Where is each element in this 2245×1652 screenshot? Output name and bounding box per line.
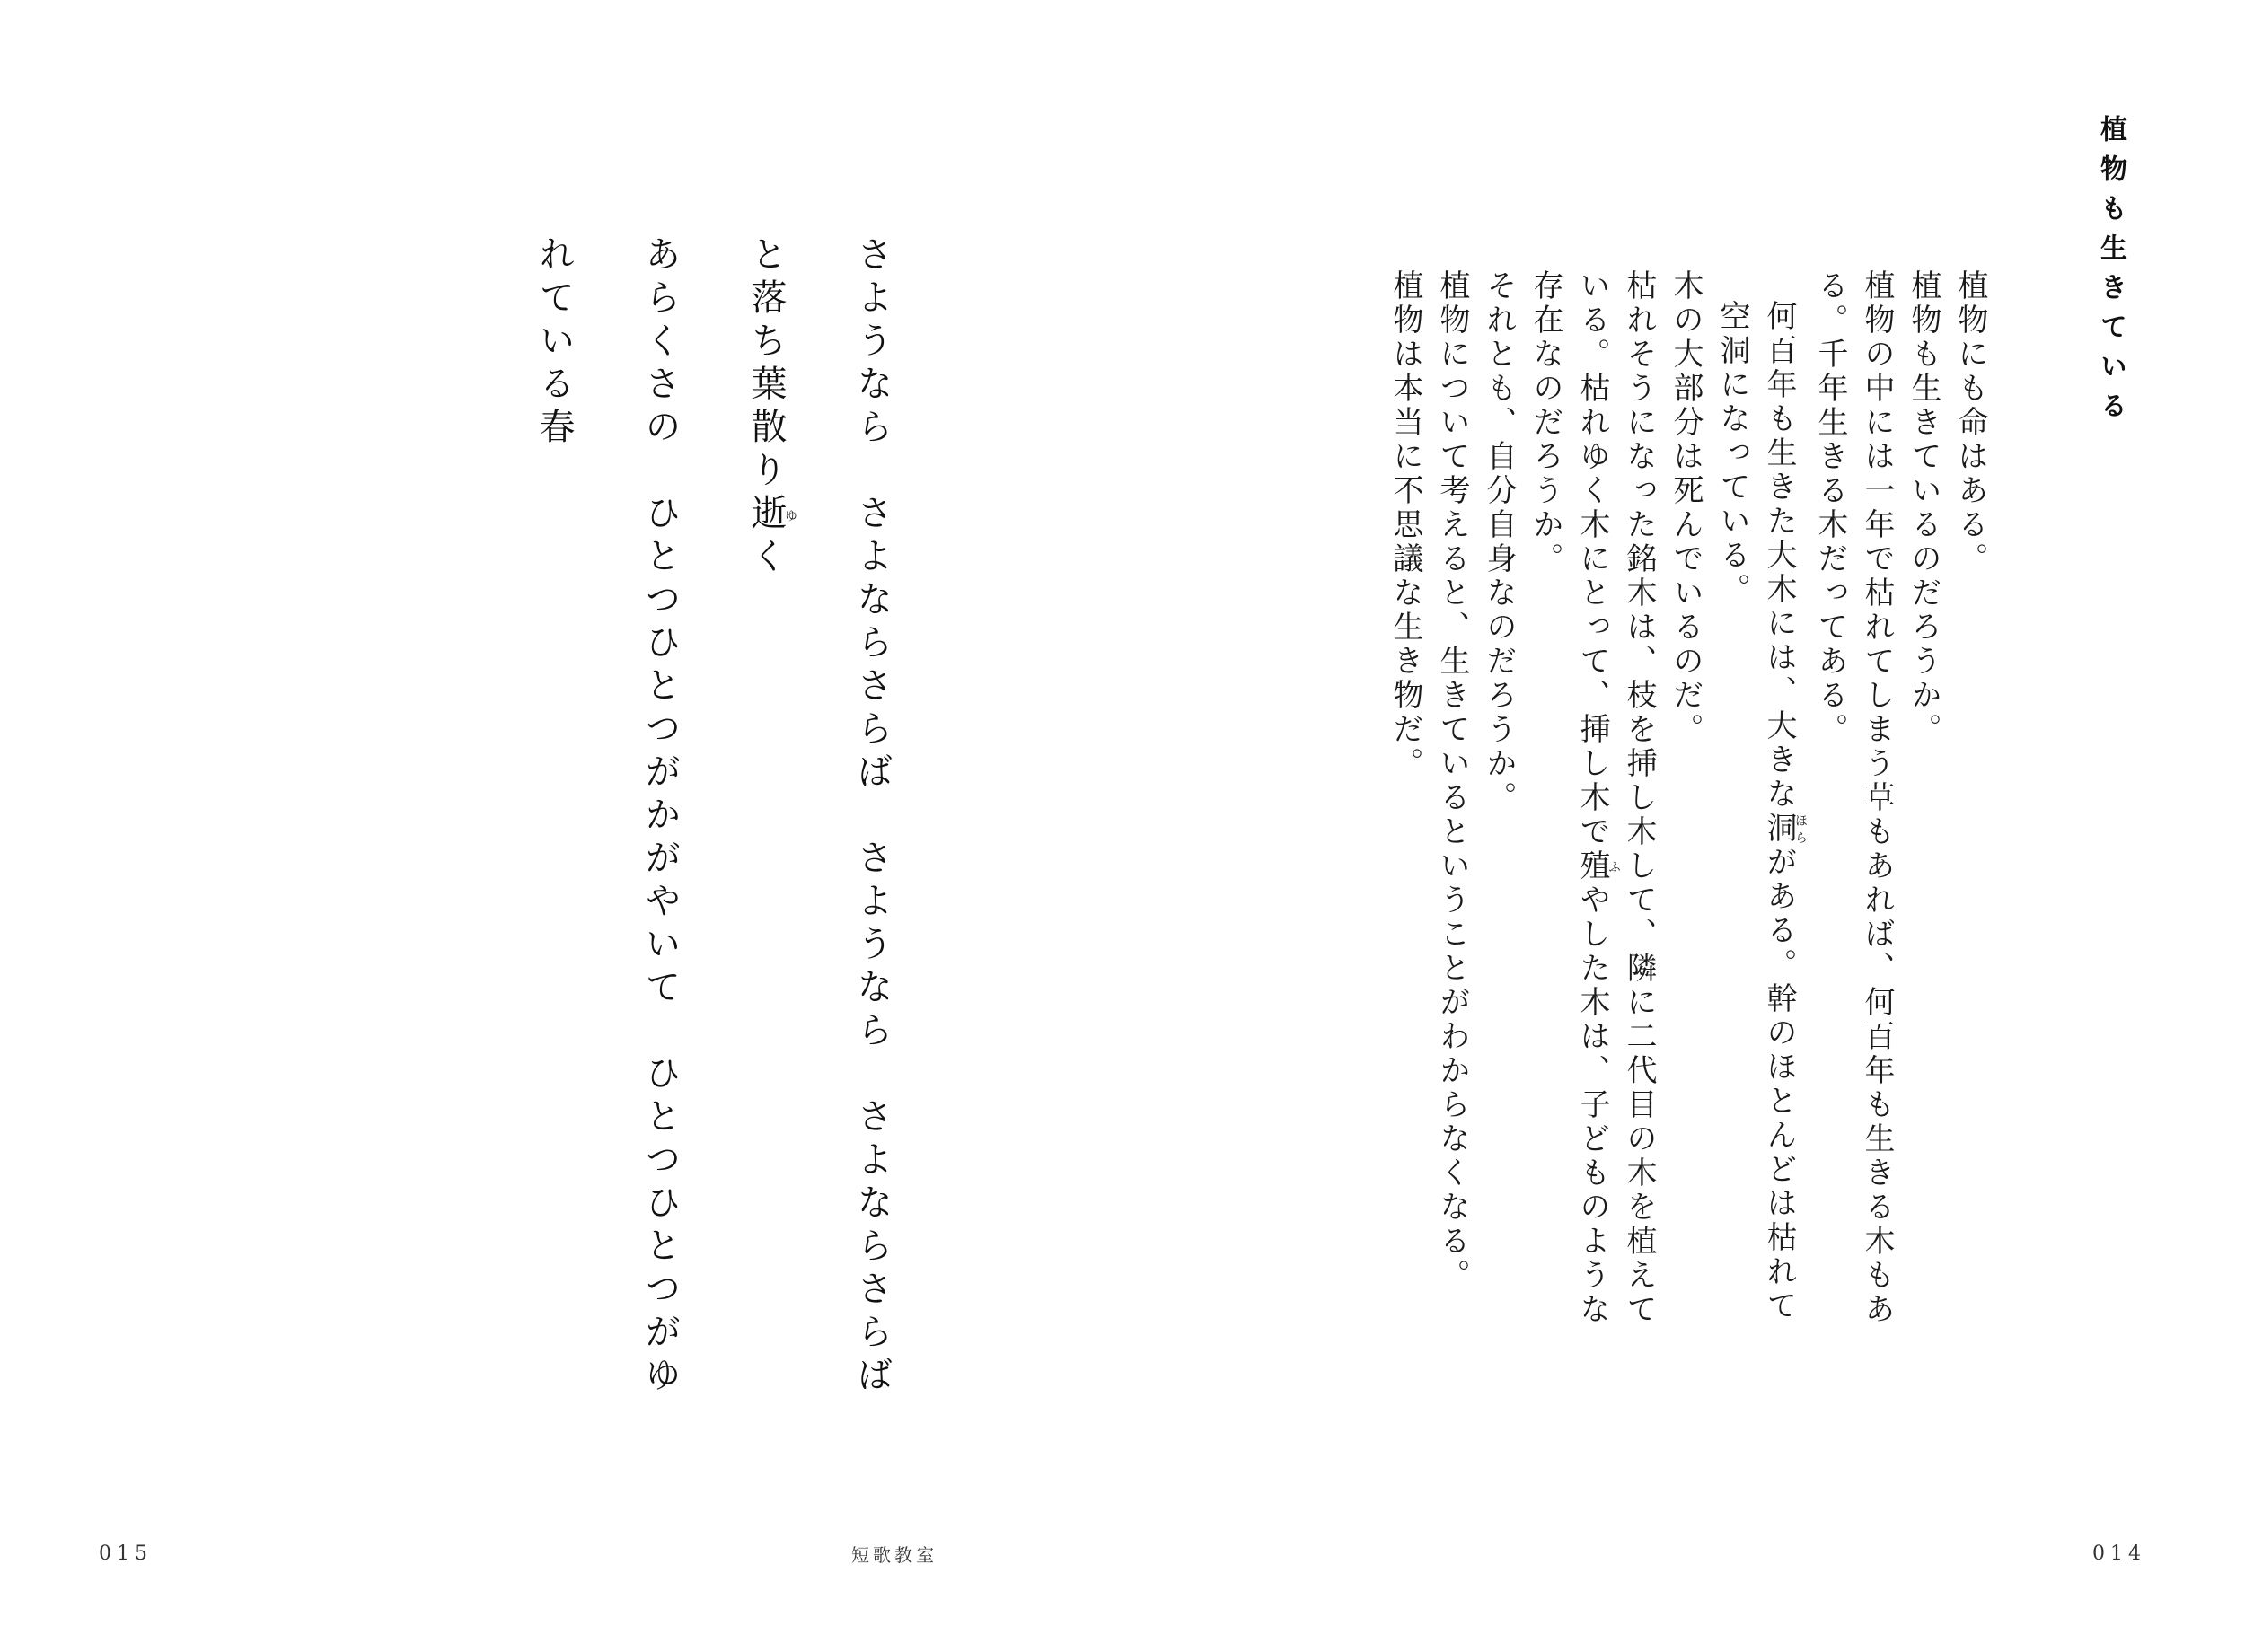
tanka-line: あらくさの ひとつひとつがかがやいて ひとつひとつがゆれている春 xyxy=(533,235,681,1399)
paragraph-text: やした木は、子どものような存在なのだろうか。 xyxy=(1527,269,1610,1327)
furigana: ゆ xyxy=(783,494,797,537)
paragraph-text: がある。幹のほとんどは枯れて空洞になっている。 xyxy=(1714,300,1797,1323)
paragraph-text: 何百年も生きた大木には、大きな xyxy=(1761,300,1797,812)
ruby-fu: 殖ふ xyxy=(1574,849,1621,883)
paragraph: 木の大部分は死んでいるのだ。 xyxy=(1668,269,1704,747)
paragraph xyxy=(1709,269,1807,1347)
page-number-left: 015 xyxy=(99,1542,153,1565)
paragraph: 植物の中には一年で枯れてしまう草もあれば、何百年も生きる木もある。千年生きる木だってある。 xyxy=(1812,269,1895,1327)
section-title: 植物も生きている xyxy=(2095,115,2126,431)
paragraph: 植物について考えると、生きているということがわからなくなる。 xyxy=(1434,269,1470,1293)
prose-body xyxy=(1347,269,1994,1347)
ruby-hora: 洞ほら xyxy=(1761,812,1808,846)
paragraph-text: 枯れそうになった銘木は、枝を挿し木して、隣に二代目の木を植えている。枯れゆく木にとって、挿し木で xyxy=(1574,269,1657,1327)
paragraph: それとも、自分自身なのだろうか。 xyxy=(1481,269,1517,815)
running-head: 短歌教室 xyxy=(851,1544,938,1566)
paragraph: 植物も生きているのだろうか。 xyxy=(1906,269,1941,747)
page-number-right: 014 xyxy=(2092,1542,2146,1565)
paragraph xyxy=(1522,269,1662,1347)
paragraph: 植物にも命はある。 xyxy=(1952,269,1988,576)
paragraph: 植物は本当に不思議な生き物だ。 xyxy=(1387,269,1423,781)
tanka-block xyxy=(533,235,925,1438)
furigana: ふ xyxy=(1607,849,1621,883)
furigana: ほら xyxy=(1793,812,1808,846)
tanka-line: さようなら さよならさらば さようなら さよならさらばと落ち葉散り逝ゆく xyxy=(745,235,893,1399)
ruby-yu: 逝ゆ xyxy=(745,494,797,537)
